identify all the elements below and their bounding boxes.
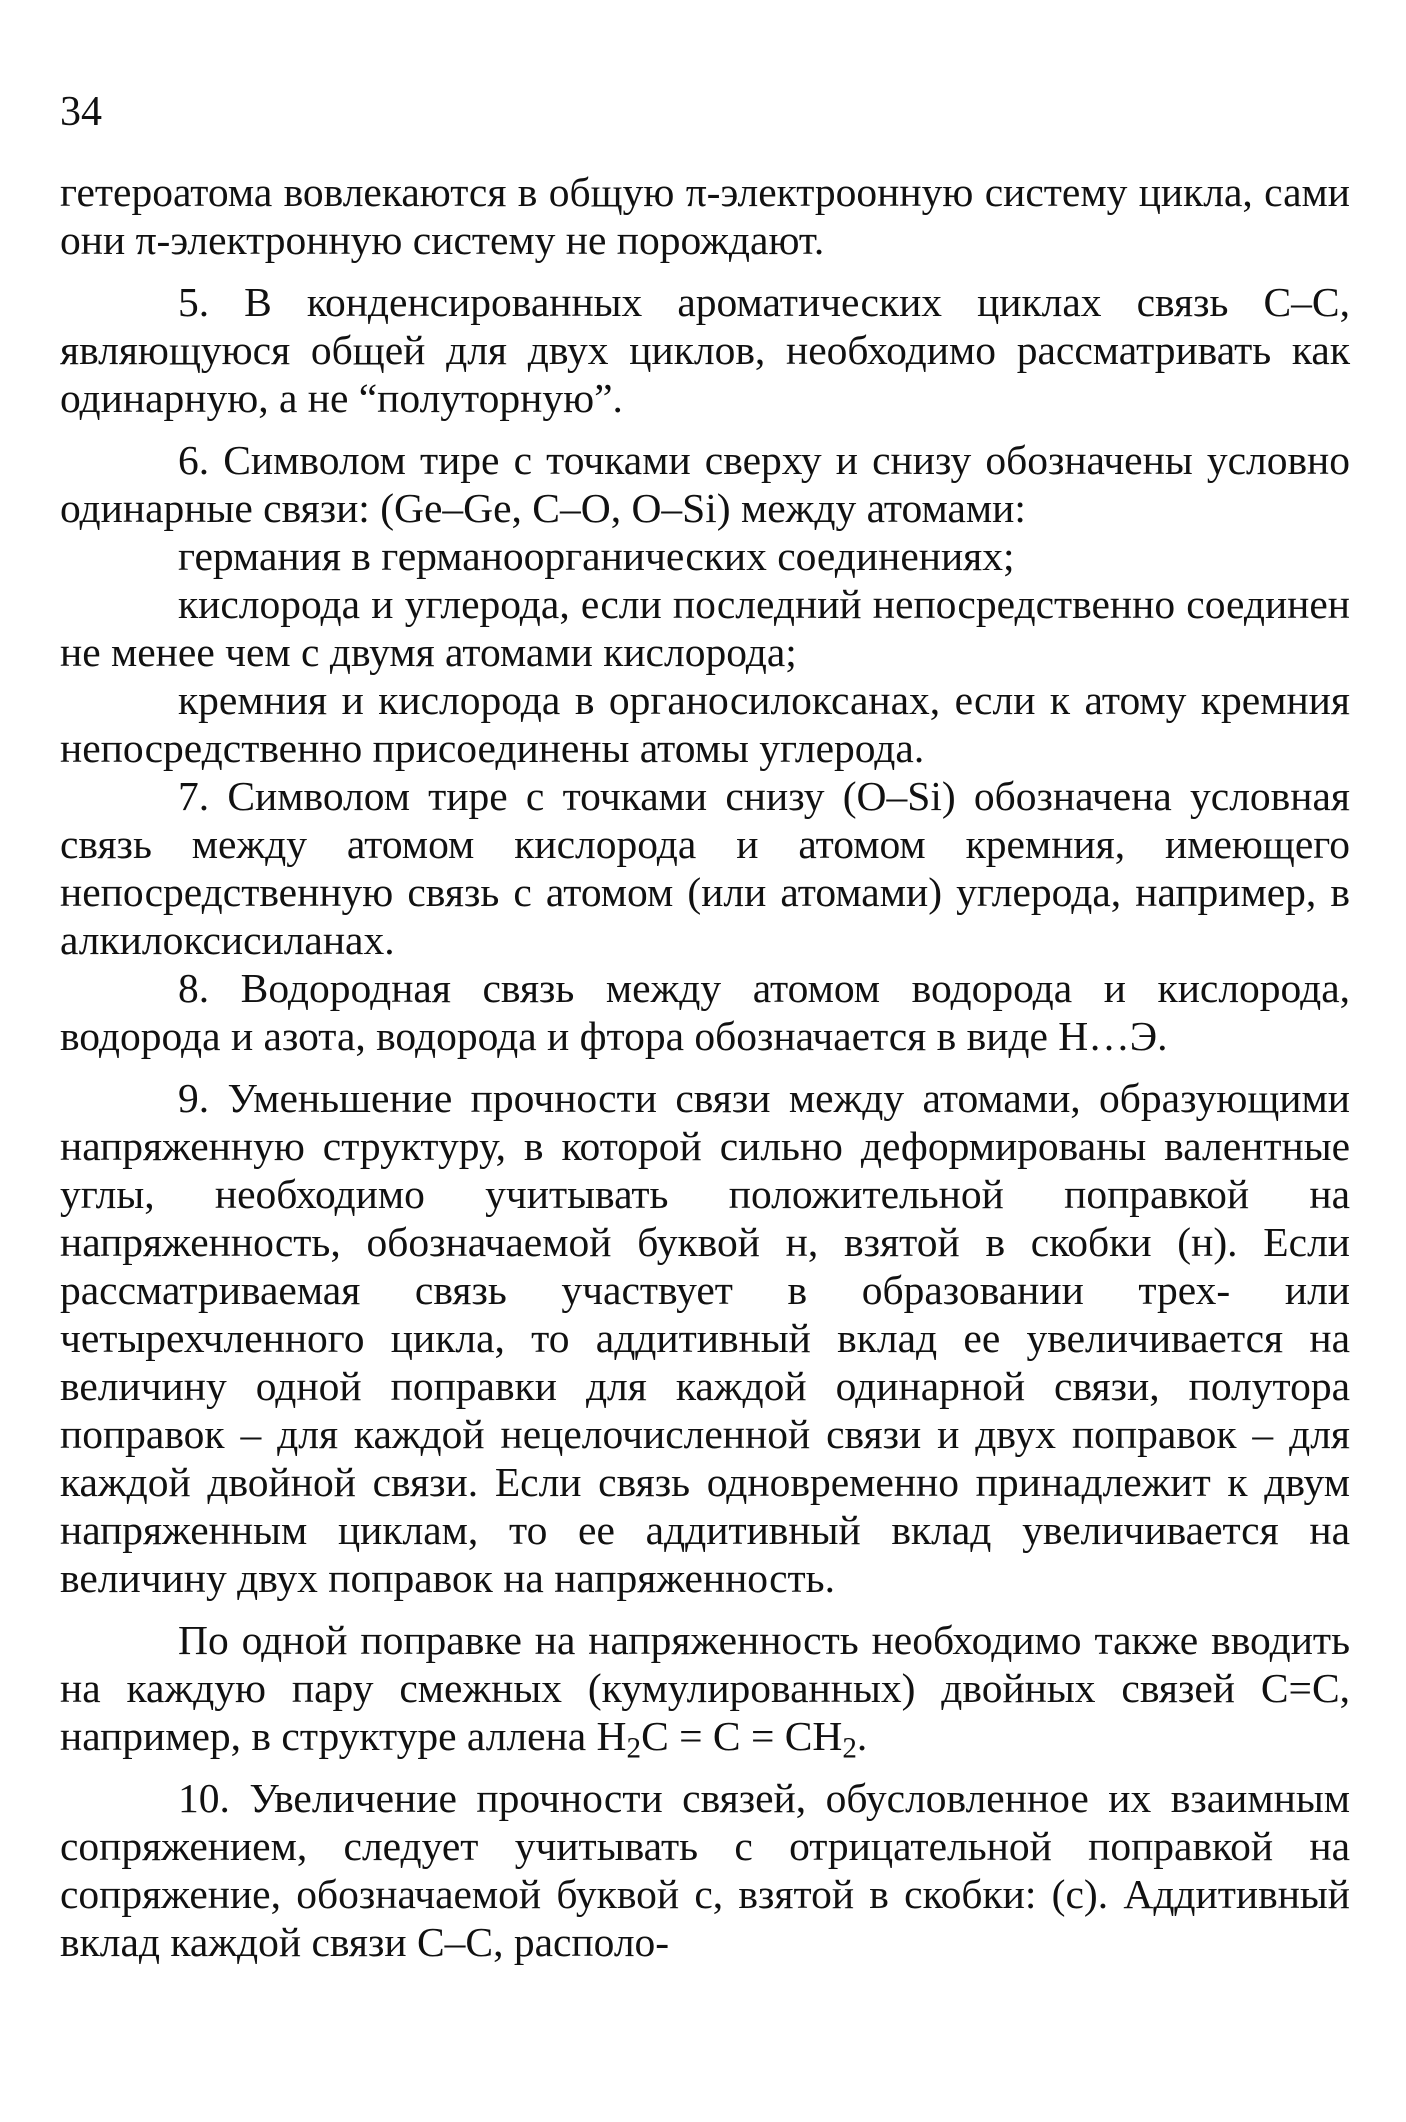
paragraph-item-6: 6. Символом тире с точками сверху и снизу обозначены условно одинарные связи: (Ge–Ge, С–О, О–Si) между атомами: bbox=[60, 437, 1350, 531]
body-text bbox=[60, 168, 1350, 1966]
paragraph-allene bbox=[60, 1616, 1350, 1765]
allene-formula: $H_2C = C = CH_2$. bbox=[596, 1713, 868, 1765]
paragraph-item-8: 8. Водородная связь между атомом водорода и кислорода, водорода и азота, водорода и фтора обозначается в виде Н…Э. bbox=[60, 965, 1350, 1059]
paragraph-sub-germanium: германия в германоорганических соединениях; bbox=[178, 533, 1015, 579]
paragraph-sub-oxygen-carbon: кислорода и углерода, если последний непосредственно соединен не менее чем с двумя атомами кислорода; bbox=[60, 581, 1350, 675]
paragraph-item-7: 7. Символом тире с точками снизу (О–Si) обозначена условная связь между атомом кислорода и атомом кремния, имеющего непосредственную связь с атомом (или атомами) углерода, например, в алкилоксисиланах. bbox=[60, 773, 1350, 963]
document-page bbox=[60, 0, 1350, 2122]
paragraph-continuation: гетероатома вовлекаются в общую π-электроонную систему цикла, сами они π-электронную систему не порождают. bbox=[60, 169, 1350, 263]
paragraph-item-9: 9. Уменьшение прочности связи между атомами, образующими напряженную структуру, в которой сильно деформированы валентные углы, необходимо учитывать положительной поправкой на напряженность, обозначаемой буквой н, взятой в скобки (н). Если рассматриваемая связь участвует в образовании трех- или четырехчленного цикла, то аддитивный вклад ее увеличивается на величину одной поправки для каждой одинарной связи, полутора поправок – для каждой нецелочисленной связи и двух поправок – для каждой двойной связи. Если связь одновременно принадлежит к двум напряженным циклам, то ее аддитивный вклад увеличивается на величину двух поправок на напряженность. bbox=[60, 1075, 1350, 1601]
paragraph-allene-text: По одной поправке на напряженность необходимо также вводить на каждую пару смежных (кумулированных) двойных связей С=С, например, в структуре аллена bbox=[60, 1617, 1350, 1759]
paragraph-sub-silicon-oxygen: кремния и кислорода в органосилоксанах, если к атому кремния непосредственно присоединены атомы углерода. bbox=[60, 677, 1350, 771]
paragraph-item-10: 10. Увеличение прочности связей, обусловленное их взаимным сопряжением, следует учитывать с отрицательной поправкой на сопряжение, обозначаемой буквой с, взятой в скобки: (с). Аддитивный вклад каждой связи С–С, располо- bbox=[60, 1775, 1350, 1965]
page-number: 34 bbox=[60, 89, 102, 135]
paragraph-item-5: 5. В конденсированных ароматических циклах связь С–С, являющуюся общей для двух циклов, необходимо рассматривать как одинарную, а не “полуторную”. bbox=[60, 279, 1350, 421]
